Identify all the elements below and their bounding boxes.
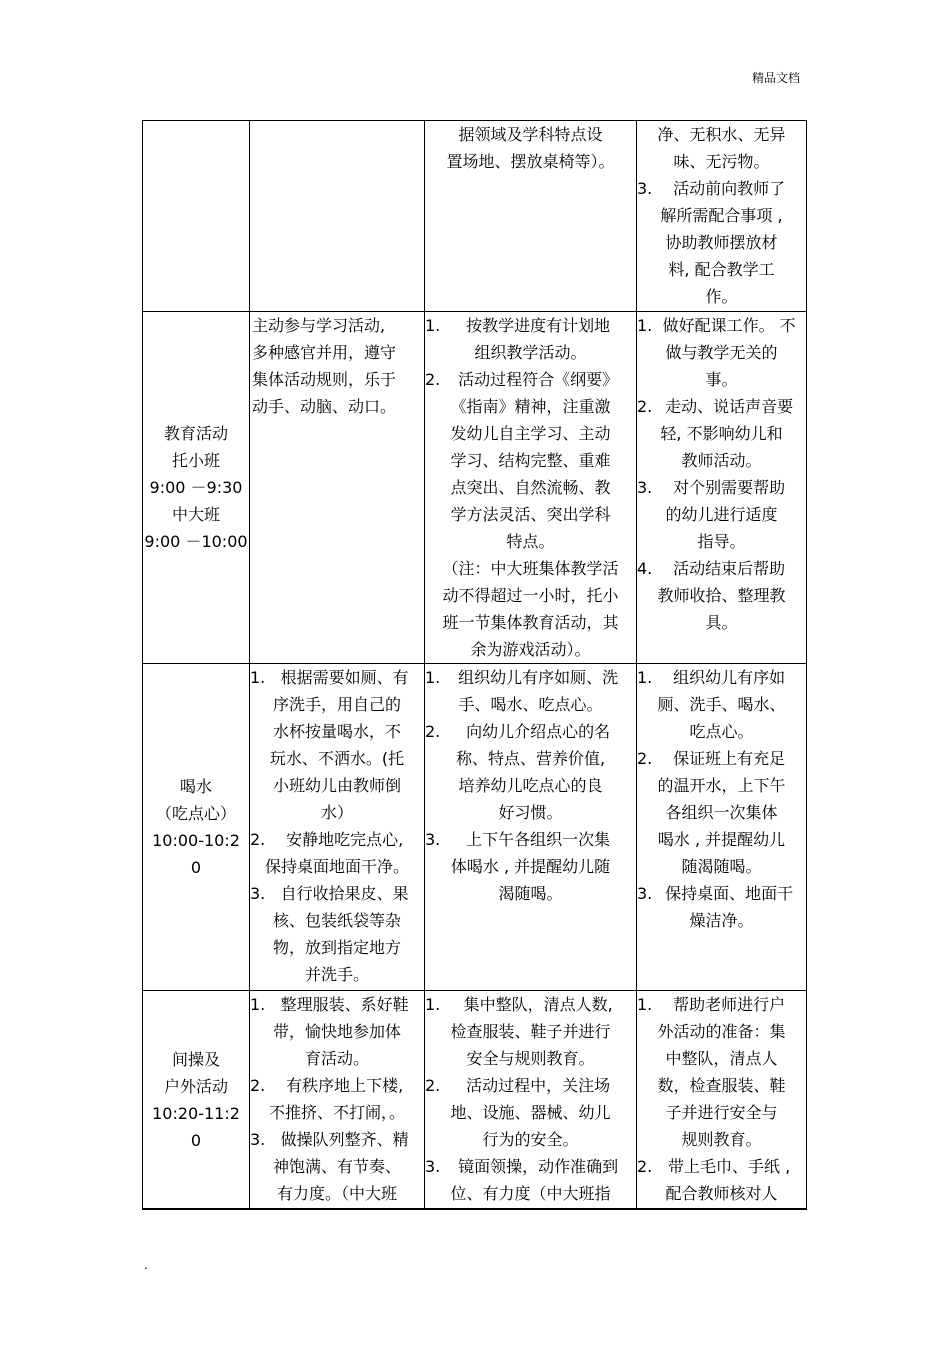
time-cell	[143, 121, 250, 312]
item-text: 做操队列整齐、精	[280, 1130, 409, 1149]
item-number: 3.	[637, 478, 653, 497]
list-item	[637, 555, 806, 582]
list-item	[637, 664, 806, 691]
item-number: 2.	[637, 397, 653, 416]
item-text: 帮助老师进行户	[673, 995, 786, 1014]
time-line: 托小班	[171, 451, 220, 470]
list-item: （注：中大班集体教学活	[442, 559, 619, 578]
list-item: 物，放到指定地方	[272, 938, 401, 957]
teacher-cell	[425, 664, 637, 991]
child-cell	[250, 312, 425, 664]
time-line: （吃点心）	[155, 804, 236, 823]
item-text: 根据需要如厕、有	[280, 668, 409, 687]
list-item: 安全与规则教育。	[466, 1049, 595, 1068]
list-item: 神饱满、有节奏、	[272, 1157, 401, 1176]
item-number: 1.	[425, 995, 441, 1014]
time-line: 9:00 －9:30	[149, 478, 243, 497]
list-item: 净、无积水、无异	[657, 125, 786, 144]
list-item	[637, 393, 806, 420]
item-number: 3.	[250, 1130, 266, 1149]
item-text: 保持桌面、地面干	[665, 884, 794, 903]
list-item	[637, 991, 806, 1018]
list-item: 学方法灵活、突出学科	[450, 505, 611, 524]
time-line: 喝水	[179, 777, 212, 796]
item-number: 3.	[637, 179, 653, 198]
text-line: 多种感官并用，遵守	[252, 343, 397, 362]
item-number: 1.	[425, 316, 441, 335]
list-item: 动不得超过一小时，托小	[442, 586, 619, 605]
item-number: 3.	[250, 884, 266, 903]
list-item	[637, 175, 806, 202]
item-number: 1.	[637, 668, 653, 687]
caregiver-cell	[637, 312, 807, 664]
list-item: 培养幼儿吃点心的良	[458, 776, 603, 795]
list-item: 味、无污物。	[673, 152, 770, 171]
time-cell	[143, 312, 250, 664]
list-item: 具。	[705, 613, 738, 632]
item-number: 2.	[425, 1076, 441, 1095]
list-item	[425, 366, 636, 393]
list-item: 组织教学活动。	[474, 343, 587, 362]
list-item	[637, 312, 806, 339]
list-item	[637, 1153, 806, 1180]
item-text: 整理服装、系好鞋	[280, 995, 409, 1014]
list-item	[250, 826, 424, 853]
list-item	[637, 474, 806, 501]
list-item	[425, 718, 636, 745]
list-item	[250, 664, 424, 691]
item-number: 1.	[637, 316, 653, 335]
list-item: 玩水、不洒水。(托	[269, 749, 405, 768]
list-item: 不推挤、不打闹，。	[268, 1103, 405, 1122]
list-item: 外活动的准备：集	[657, 1022, 786, 1041]
list-item: 数，检查服装、鞋	[657, 1076, 786, 1095]
list-item: 解所需配合事项 ,	[660, 206, 783, 225]
item-text: 安静地吃完点心,	[286, 830, 404, 849]
item-text: 走动、说话声音要	[665, 397, 794, 416]
header-note: 精品文档	[752, 71, 801, 85]
list-item: 事。	[705, 370, 738, 389]
list-item: 料, 配合教学工	[668, 260, 775, 279]
list-item: 带，愉快地参加体	[272, 1022, 401, 1041]
list-item: 据领域及学科特点设	[458, 125, 603, 144]
list-item: 《指南》精神，注重激	[450, 397, 611, 416]
list-item: 的幼儿进行适度	[665, 505, 778, 524]
item-number: 4.	[637, 559, 653, 578]
item-number: 3.	[637, 884, 653, 903]
time-line: 0	[190, 1130, 202, 1150]
teacher-cell	[425, 991, 637, 1210]
list-item: 小班幼儿由教师倒	[272, 776, 401, 795]
time-line: 教育活动	[163, 424, 228, 443]
child-cell	[250, 664, 425, 991]
list-item: 指导。	[697, 532, 746, 551]
item-text: 按教学进度有计划地	[466, 316, 611, 335]
item-text: 上下午各组织一次集	[466, 830, 611, 849]
time-line: 户外活动	[163, 1076, 228, 1096]
child-cell	[250, 121, 425, 312]
list-item: 燥洁净。	[689, 911, 754, 930]
list-item: 协助教师摆放材	[665, 233, 778, 252]
list-item: 作。	[705, 287, 738, 306]
table-row	[143, 312, 807, 664]
item-number: 2.	[637, 749, 653, 768]
time-line: 10:00-10:2	[152, 831, 240, 850]
item-text: 对个别需要帮助	[673, 478, 786, 497]
item-number: 1.	[250, 995, 266, 1014]
list-item: 特点。	[506, 532, 555, 551]
list-item: 中整队，清点人	[665, 1049, 778, 1068]
item-number: 1.	[637, 995, 653, 1014]
child-cell	[250, 991, 425, 1210]
list-item: 体喝水 , 并提醒幼儿随	[450, 857, 611, 876]
table-row	[143, 121, 807, 312]
item-text: 带上毛巾、手纸 ,	[668, 1157, 791, 1176]
caregiver-cell	[637, 991, 807, 1210]
caregiver-cell	[637, 121, 807, 312]
list-item: 随渴随喝。	[681, 857, 762, 876]
item-number: 2.	[250, 830, 266, 849]
list-item	[250, 1072, 424, 1099]
time-line: 10:20-11:2	[152, 1103, 240, 1123]
text-line: 动手、动脑、动口。	[252, 397, 397, 416]
item-text: 保证班上有充足	[673, 749, 786, 768]
item-text: 镜面领操，动作准确到	[458, 1157, 619, 1176]
list-item: 的温开水，上下午	[657, 776, 786, 795]
teacher-cell	[425, 121, 637, 312]
list-item: 余为游戏活动）。	[470, 640, 591, 659]
list-item: 检查服装、鞋子并进行	[450, 1022, 611, 1041]
list-item: 位、有力度（中大班指	[450, 1184, 611, 1203]
item-number: 2.	[637, 1157, 653, 1176]
list-item: 喝水 , 并提醒幼儿	[657, 830, 786, 849]
time-cell	[143, 664, 250, 991]
list-item: 有力度。（中大班	[276, 1184, 397, 1203]
teacher-cell	[425, 312, 637, 664]
time-line: 中大班	[171, 505, 220, 524]
list-item: 班一节集体教育活动，其	[442, 613, 619, 632]
time-cell	[143, 991, 250, 1210]
list-item	[637, 745, 806, 772]
schedule-table	[142, 120, 807, 1210]
list-item: 轻, 不影响幼儿和	[660, 424, 783, 443]
text-line: 集体活动规则，乐于	[252, 370, 397, 389]
list-item: 保持桌面地面干净。	[264, 857, 409, 876]
time-line: 9:00 －10:00	[144, 532, 248, 551]
item-text: 自行收拾果皮、果	[280, 884, 409, 903]
list-item: 置场地、摆放桌椅等）。	[446, 152, 615, 171]
item-number: 2.	[425, 370, 441, 389]
list-item: 水杯按量喝水，不	[272, 722, 401, 741]
list-item: 水）	[320, 803, 353, 822]
list-item: 子并进行安全与	[665, 1103, 778, 1122]
item-text: 活动过程中，关注场	[466, 1076, 611, 1095]
list-item: 配合教师核对人	[665, 1184, 778, 1203]
list-item: 厕、洗手、喝水、	[657, 695, 786, 714]
item-text: 组织幼儿有序如厕、洗	[458, 668, 619, 687]
list-item: 学习、结构完整、重难	[450, 451, 611, 470]
list-item: 核、包装纸袋等杂	[272, 911, 401, 930]
table-row	[143, 991, 807, 1210]
item-text: 活动结束后帮助	[673, 559, 786, 578]
text-line: 主动参与学习活动,	[252, 316, 386, 335]
list-item	[425, 1153, 636, 1180]
time-line: 0	[190, 858, 202, 877]
list-item: 序洗手，用自己的	[272, 695, 401, 714]
item-number: 2.	[250, 1076, 266, 1095]
list-item: 好习惯。	[498, 803, 563, 822]
time-line: 间操及	[171, 1049, 220, 1069]
item-text: 组织幼儿有序如	[673, 668, 786, 687]
list-item: 并洗手。	[304, 965, 369, 984]
item-text: 集中整队，清点人数,	[463, 995, 613, 1014]
list-item: 规则教育。	[681, 1130, 762, 1149]
list-item	[425, 991, 636, 1018]
list-item	[250, 991, 424, 1018]
item-number: 2.	[425, 722, 441, 741]
list-item: 手、喝水、吃点心。	[458, 695, 603, 714]
item-text: 向幼儿介绍点心的名	[466, 722, 611, 741]
list-item	[425, 312, 636, 339]
table-row	[143, 664, 807, 991]
item-text: 活动前向教师了	[673, 179, 786, 198]
list-item: 发幼儿自主学习、主动	[450, 424, 611, 443]
item-number: 3.	[425, 830, 441, 849]
item-number: 1.	[425, 668, 441, 687]
item-text: 做好配课工作。 不	[662, 316, 796, 335]
list-item: 吃点心。	[689, 722, 754, 741]
list-item	[425, 664, 636, 691]
list-item	[637, 880, 806, 907]
list-item: 称、特点、营养价值,	[455, 749, 606, 768]
item-text: 活动过程符合《纲要》	[458, 370, 619, 389]
list-item: 渴随喝。	[498, 884, 563, 903]
list-item: 育活动。	[304, 1049, 369, 1068]
list-item	[425, 826, 636, 853]
list-item: 行为的安全。	[482, 1130, 579, 1149]
caregiver-cell	[637, 664, 807, 991]
list-item	[250, 880, 424, 907]
list-item	[425, 1072, 636, 1099]
item-text: 有秩序地上下楼,	[286, 1076, 404, 1095]
list-item: 教师收拾、整理教	[657, 586, 786, 605]
footer-mark: .	[144, 1258, 148, 1272]
list-item: 做与教学无关的	[665, 343, 778, 362]
list-item: 点突出、自然流畅、教	[450, 478, 611, 497]
list-item: 地、设施、器械、幼儿	[450, 1103, 611, 1122]
item-number: 3.	[425, 1157, 441, 1176]
list-item	[250, 1126, 424, 1153]
list-item: 各组织一次集体	[665, 803, 778, 822]
list-item: 教师活动。	[681, 451, 762, 470]
item-number: 1.	[250, 668, 266, 687]
